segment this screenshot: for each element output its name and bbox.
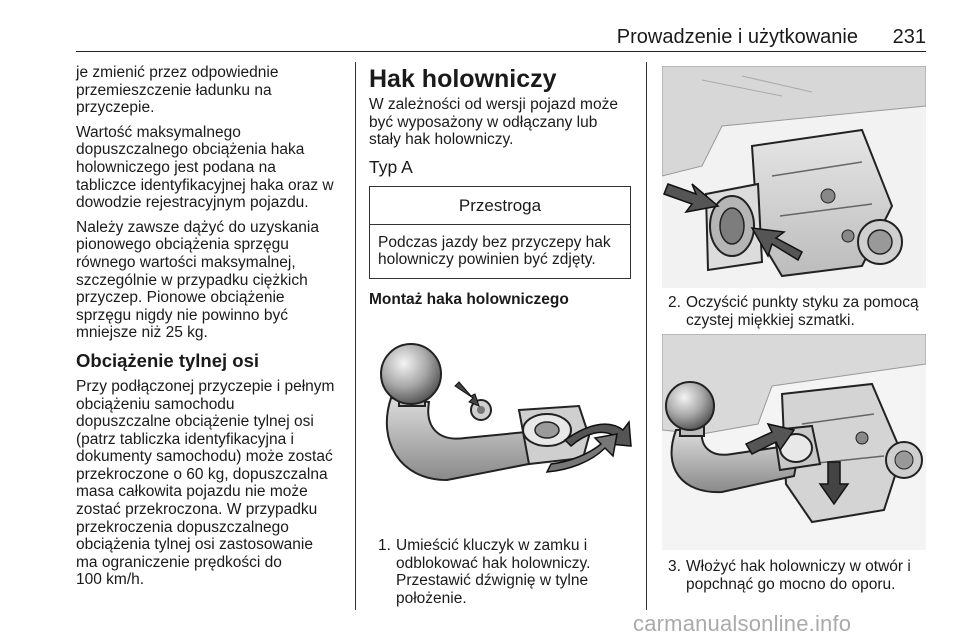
heading-type-a: Typ A — [369, 156, 413, 177]
column-divider-right — [646, 62, 647, 610]
section-title: Hak holowniczy — [369, 65, 557, 93]
figure-coupling-housing — [662, 66, 926, 288]
step-3-number: 3. — [668, 558, 681, 575]
step-1 — [378, 537, 633, 609]
paragraph-rear-axle: Przy podłączonej przyczepie i pełnym obciążeniu samochodu dopuszczalne obciążenie tylnej osi (patrz tabliczka identyfikacyjna i dokumenty samochodu) może zostać przekroczone o 60 kg, dopuszczalna masa całkowita pojazdu nie może zostać przekroczona. W przypadku przekroczenia dopuszczalnego obciążenia tylnej osi zastosowanie ma ograniczenie prędkości do 100 km/h. — [76, 377, 335, 589]
figure-insert-tow-hook — [662, 334, 926, 550]
caution-text: Podczas jazdy bez przyczepy hak holowniczy powinien być zdjęty. — [378, 233, 611, 269]
step-3 — [668, 558, 928, 596]
paragraph-vertical-load: Należy zawsze dążyć do uzyskania pionowego obciążenia sprzęgu równego wartości maksymalnej, szczególnie w przypadku ciężkich przyczep. Pionowe obciążenie sprzęgu nigdy nie powinno być mniejsze niż 25 kg. — [76, 218, 319, 342]
step-1-number: 1. — [378, 537, 391, 554]
step-3-text: Włożyć hak holowniczy w otwór i popchnąć go mocno do oporu. — [686, 558, 911, 593]
paragraph-load-adjust: je zmienić przez odpowiednie przemieszczenie ładunku na przyczepie. — [76, 64, 279, 117]
heading-mounting: Montaż haka holowniczego — [369, 290, 569, 308]
figure-tow-hook-unlock — [369, 330, 633, 530]
column-left — [76, 64, 346, 596]
page-header — [76, 24, 926, 52]
watermark: carmanualsonline.info — [633, 611, 852, 636]
heading-rear-axle-load: Obciążenie tylnej osi — [76, 349, 260, 371]
paragraph-intro: W zależności od wersji pojazd może być wyposażony w odłączany lub stały hak holowniczy. — [369, 96, 618, 149]
step-2-number: 2. — [668, 294, 681, 311]
step-2-text: Oczyścić punkty styku za pomocą czystej miękkiej szmatki. — [686, 294, 919, 329]
step-2 — [668, 294, 928, 332]
caution-box — [369, 186, 631, 279]
paragraph-max-load: Wartość maksymalnego dopuszczalnego obciążenia haka holowniczego jest podana na tabliczce identyfikacyjnej haka oraz w dowodzie rejestracyjnym pojazdu. — [76, 123, 334, 212]
header-title: Prowadzenie i użytkowanie — [616, 26, 858, 48]
caution-title: Przestroga — [370, 187, 630, 225]
column-divider-left — [355, 62, 356, 610]
page-number: 231 — [892, 26, 926, 48]
column-middle — [369, 64, 633, 309]
step-1-text: Umieścić kluczyk w zamku i odblokować hak holowniczy. Przestawić dźwignię w tylne położenie. — [396, 537, 591, 607]
